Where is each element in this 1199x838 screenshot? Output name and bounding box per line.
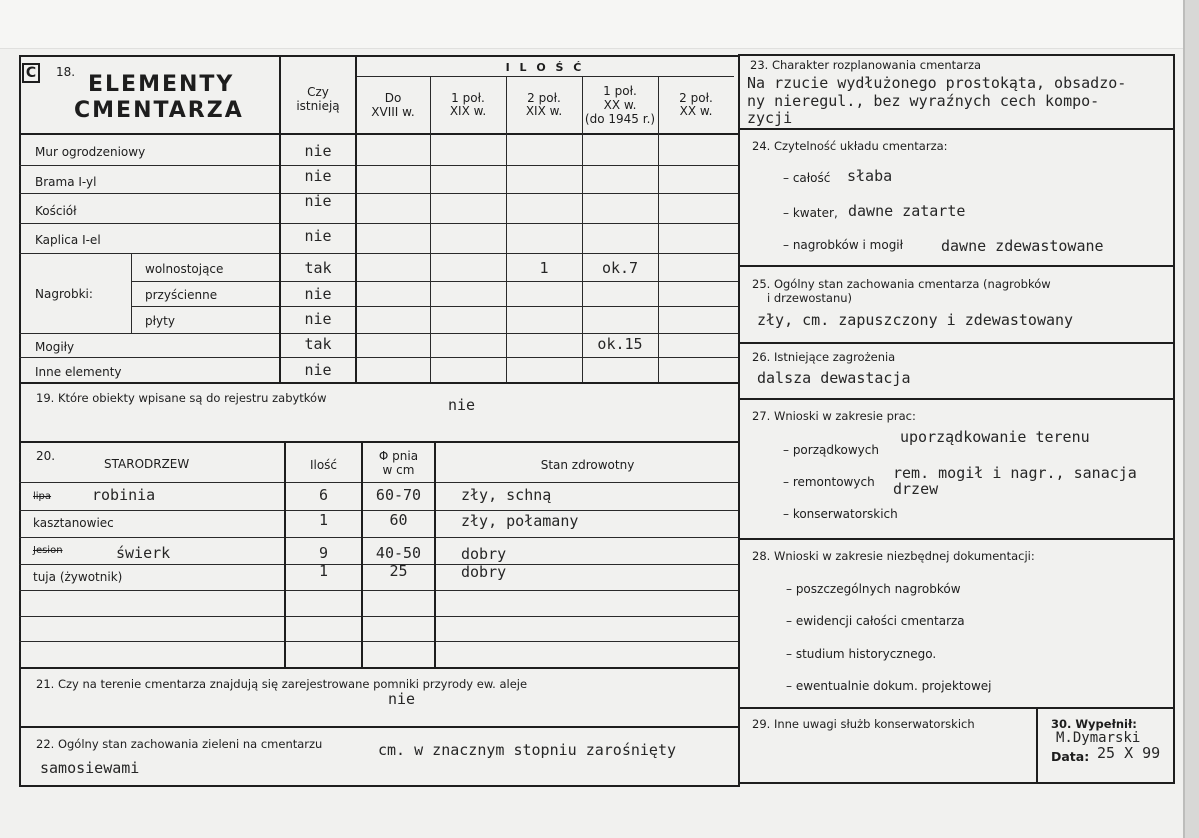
row-value-kosciol-czy: nie <box>304 192 332 210</box>
section-22-value-1: cm. w znacznym stopniu zarośnięty <box>378 741 677 759</box>
section-19-label: 19. Które obiekty wpisane są do rejestru zabytków <box>36 391 327 405</box>
section-30-date-value: 25 X 99 <box>1097 744 1161 762</box>
rule-header-bottom <box>19 133 740 135</box>
col-header-2a: 1 poł. <box>451 91 485 105</box>
section-19-value: nie <box>448 396 476 414</box>
header-ilosc: I L O Ś Ć <box>505 61 585 74</box>
section-21-label: 21. Czy na terenie cmentarza znajdują się zarejestrowane pomniki przyrody ew. aleje <box>36 677 528 691</box>
section-24-kwater-label: – kwater, <box>783 206 838 220</box>
col-header-2b: XIX w. <box>449 104 487 118</box>
section-24-calosc-label: – całość <box>783 171 831 185</box>
col-header-4a: 1 poł. <box>603 84 637 98</box>
section-24-nagrobkow-label: – nagrobków i mogił <box>783 238 904 252</box>
header-czy-1: Czy <box>307 85 329 99</box>
rule-row <box>19 193 740 194</box>
section-27-remontowych-label: – remontowych <box>783 475 875 489</box>
tree-row-2-printed: kasztanowiec <box>33 516 114 530</box>
row-value-wolnostojace-col4: ok.7 <box>601 259 639 277</box>
section-23-label: 23. Charakter rozplanowania cmentarza <box>750 58 982 72</box>
row-value-przyscienne-czy: nie <box>304 285 332 303</box>
row-value-kaplica-czy: nie <box>304 227 332 245</box>
rule-row <box>19 537 740 538</box>
row-label-mur: Mur ogrodzeniowy <box>35 145 146 159</box>
rule-section-21-bottom <box>19 726 740 728</box>
rule-section-26-bottom <box>738 398 1175 400</box>
section-29-label: 29. Inne uwagi służb konserwatorskich <box>752 717 975 731</box>
rule-section-25-bottom <box>738 342 1175 344</box>
col-header-5b: XX w. <box>679 104 713 118</box>
rule-row <box>19 223 740 224</box>
section-24-calosc-value: słaba <box>847 167 893 185</box>
rule-col <box>658 76 659 382</box>
section-28-item-1: – poszczególnych nagrobków <box>786 582 961 596</box>
row-label-brama: Brama I-yl <box>35 175 97 189</box>
col-header-4c: (do 1945 r.) <box>584 112 656 126</box>
rule-col <box>506 76 507 382</box>
tree-row-2-stan: zły, połamany <box>461 512 579 530</box>
rule-section-28-bottom <box>738 707 1175 709</box>
col-header-4b: XX w. <box>603 98 637 112</box>
col-header-1b: XVIII w. <box>371 105 415 119</box>
section-28-label: 28. Wnioski w zakresie niezbędnej dokumentacji: <box>752 549 1035 563</box>
rule-section-27-bottom <box>738 538 1175 540</box>
rule-section-23-bottom <box>738 128 1175 130</box>
section-18-number: 18. <box>56 65 76 79</box>
section-25-label-2: i drzewostanu) <box>767 291 853 305</box>
tree-row-3-ilosc: 9 <box>318 544 329 562</box>
col-header-3b: XIX w. <box>525 104 563 118</box>
rule-row <box>131 306 740 307</box>
rule-section-24-bottom <box>738 265 1175 267</box>
section-27-label: 27. Wnioski w zakresie prac: <box>752 409 916 423</box>
header-czy-2: istnieją <box>296 99 340 113</box>
row-value-mogily-col4: ok.15 <box>597 335 643 353</box>
section-22-label: 22. Ogólny stan zachowania zieleni na cmentarzu <box>36 737 323 751</box>
rule-section-19-bottom <box>19 441 740 443</box>
rule-row <box>19 590 740 591</box>
section-18-title-line1: ELEMENTY <box>88 72 235 97</box>
col-header-3a: 2 poł. <box>527 91 561 105</box>
section-23-line-3: zycji <box>747 109 793 127</box>
col-header-1a: Do <box>384 91 402 105</box>
row-label-inne: Inne elementy <box>35 365 122 379</box>
rule-row <box>19 357 740 358</box>
rule-row <box>19 641 740 642</box>
row-label-kaplica: Kaplica I-el <box>35 233 101 247</box>
col-header-5a: 2 poł. <box>679 91 713 105</box>
header-pnia-2: w cm <box>382 463 415 477</box>
tree-row-4-stan: dobry <box>461 563 507 581</box>
row-value-mur-czy: nie <box>304 142 332 160</box>
section-30-label: 30. Wypełnił: <box>1051 717 1137 731</box>
row-value-brama-czy: nie <box>304 167 332 185</box>
section-21-value: nie <box>388 690 416 708</box>
rule-row <box>19 616 740 617</box>
section-24-nagrobkow-value: dawne zdewastowane <box>941 237 1104 255</box>
row-value-wolnostojace-col3: 1 <box>539 259 549 277</box>
tree-row-3-name: świerk <box>116 544 171 562</box>
section-24-kwater-value: dawne zatarte <box>848 202 966 220</box>
section-28-item-2: – ewidencji całości cmentarza <box>786 614 965 628</box>
tree-row-3-stan: dobry <box>461 545 507 563</box>
header-pnia-1: Φ pnia <box>378 449 419 463</box>
rule-section-18-bottom <box>19 382 740 384</box>
section-27-remontowych-value-1: rem. mogił i nagr., sanacja <box>893 464 1137 482</box>
row-label-nagrobki: Nagrobki: <box>35 287 93 301</box>
section-23-line-2: ny nieregul., bez wyraźnych cech kompo- <box>747 92 1100 110</box>
tree-row-1-ilosc: 6 <box>318 486 329 504</box>
rule-section-20-bottom <box>19 667 740 669</box>
tree-row-4-pnia: 25 <box>389 562 408 580</box>
rule-row <box>131 281 740 282</box>
tree-row-2-ilosc: 1 <box>318 511 329 529</box>
rule-row <box>19 253 740 254</box>
tree-row-4-printed: tuja (żywotnik) <box>33 570 123 584</box>
row-label-kosciol: Kościół <box>35 204 77 218</box>
section-28-item-4: – ewentualnie dokum. projektowej <box>786 679 992 693</box>
section-30-name: M.Dymarski <box>1056 730 1141 746</box>
row-label-przyscienne: przyścienne <box>145 288 218 302</box>
section-27-remontowych-value-2: drzew <box>893 480 939 498</box>
tree-row-1-stan: zły, schną <box>461 486 552 504</box>
section-26-value: dalsza dewastacja <box>757 369 911 387</box>
rule-row <box>19 482 740 483</box>
tree-row-1-name: robinia <box>92 486 156 504</box>
tree-row-3-pnia: 40-50 <box>375 544 422 562</box>
rule-col-ilosc <box>355 55 357 382</box>
rule-row <box>19 333 740 334</box>
tree-row-3-printed: Jesion <box>33 545 63 556</box>
section-27-porzadkowych-value: uporządkowanie terenu <box>900 428 1090 446</box>
section-25-label-1: 25. Ogólny stan zachowania cmentarza (nagrobków <box>752 277 1051 291</box>
tree-row-1-pnia: 60-70 <box>375 486 422 504</box>
section-27-konserwatorskich-label: – konserwatorskich <box>783 507 898 521</box>
rule-ilosc <box>356 76 734 77</box>
section-18-title-line2: CMENTARZA <box>74 98 244 123</box>
row-value-wolnostojace-czy: tak <box>304 259 332 277</box>
card-top-margin <box>0 0 1199 49</box>
section-30-date-label: Data: <box>1051 749 1090 764</box>
row-label-mogily: Mogiły <box>35 340 75 354</box>
section-20-title: STARODRZEW <box>104 457 190 471</box>
rule-col-czy <box>279 55 281 382</box>
rule-row <box>19 165 740 166</box>
rule-col-nagrobki <box>131 253 132 333</box>
row-label-plyty: płyty <box>145 314 175 328</box>
section-27-porzadkowych-label: – porządkowych <box>783 443 879 457</box>
row-value-mogily-czy: tak <box>304 335 332 353</box>
section-25-value: zły, cm. zapuszczony i zdewastowany <box>757 311 1074 329</box>
row-value-plyty-czy: nie <box>304 310 332 328</box>
section-28-item-3: – studium historycznego. <box>786 647 937 661</box>
row-value-inne-czy: nie <box>304 361 332 379</box>
section-20-number: 20. <box>36 449 56 463</box>
section-22-value-2: samosiewami <box>40 759 140 777</box>
section-26-label: 26. Istniejące zagrożenia <box>752 350 896 364</box>
rule-row <box>19 510 740 511</box>
card-edge <box>1183 0 1199 838</box>
tree-row-4-ilosc: 1 <box>318 562 329 580</box>
rule-col <box>430 76 431 382</box>
section-23-line-1: Na rzucie wydłużonego prostokąta, obsadzo- <box>747 74 1127 92</box>
tree-row-2-pnia: 60 <box>389 511 408 529</box>
header-ilosc-20: Ilość <box>309 458 338 472</box>
section-letter-box: C <box>22 63 40 83</box>
row-label-wolnostojace: wolnostojące <box>145 262 224 276</box>
tree-row-1-printed: lipa <box>33 491 52 502</box>
header-stan: Stan zdrowotny <box>540 458 635 472</box>
rule-col-29-30 <box>1036 707 1038 784</box>
section-24-label: 24. Czytelność układu cmentarza: <box>752 139 948 153</box>
